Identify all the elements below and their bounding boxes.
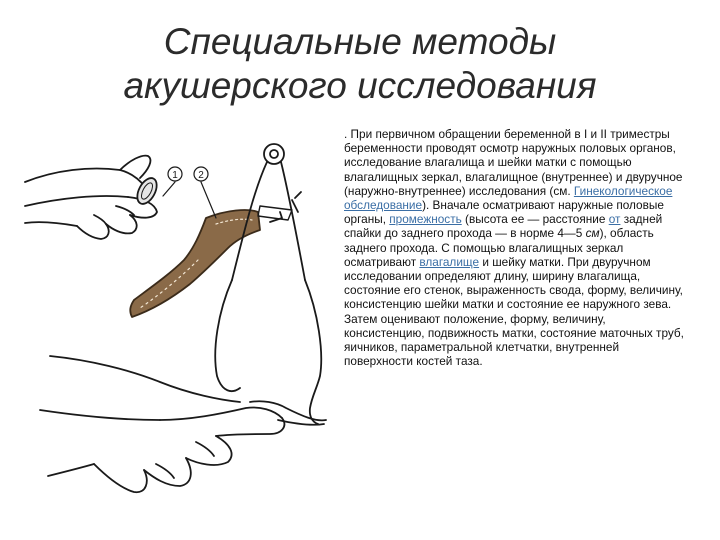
title-line-2: акушерского исследования [123,65,597,106]
perineum-link[interactable]: промежность [389,212,462,227]
vagina-link[interactable]: влагалище [419,254,480,269]
pelvimeter-illustration [20,120,345,535]
pelvimeter-drawing [215,144,321,424]
slide-title [40,20,680,108]
body-text-part-3: (высота ее — расстояние [461,212,609,227]
body-text [344,127,689,368]
gynecological-exam-link[interactable]: Гинекологическое обследование [344,183,673,213]
svg-text:2: 2 [198,170,204,181]
figure-label-1 [168,167,182,181]
unit-cm: см [585,226,600,241]
body-text-part-6: и шейку матки. При двуручном исследовании определяют длину, ширину влагалища, состояние его стенок, выраженность свода, форму, величину, консистенцию шейки матки и состояние ее наружного зева. Затем оценивают положение, форму, величину, консистенцию, подвижность матки, состояние маточных труб, яичников, параметральной клетчатки, внутренней поверхности костей таза. [344,254,684,369]
body-text-part-4: задней спайки до заднего прохода — в норме 4—5 [344,212,663,241]
bone-fragment-drawing [130,210,260,317]
lower-hand-drawing [40,356,326,492]
body-text-part-5: ), область заднего прохода. С помощью влагалищных зеркал осматривают [344,226,654,269]
figure-label-2 [194,167,208,181]
title-line-1: Специальные методы [163,21,557,62]
body-text-part-2: ). Вначале осматривают наружные половые органы, [344,198,664,227]
body-text-part-1: . При первичном обращении беременной в I и II триместры беременности проводят осмотр наружных половых органов, исследование влагалища и шейки матки с помощью влагалищных зеркал, влагалищное (внутреннее) и двуручное (наружно-внутреннее) исследования (см. [344,127,683,198]
ot-link[interactable]: от [608,212,621,227]
svg-text:1: 1 [172,170,178,181]
